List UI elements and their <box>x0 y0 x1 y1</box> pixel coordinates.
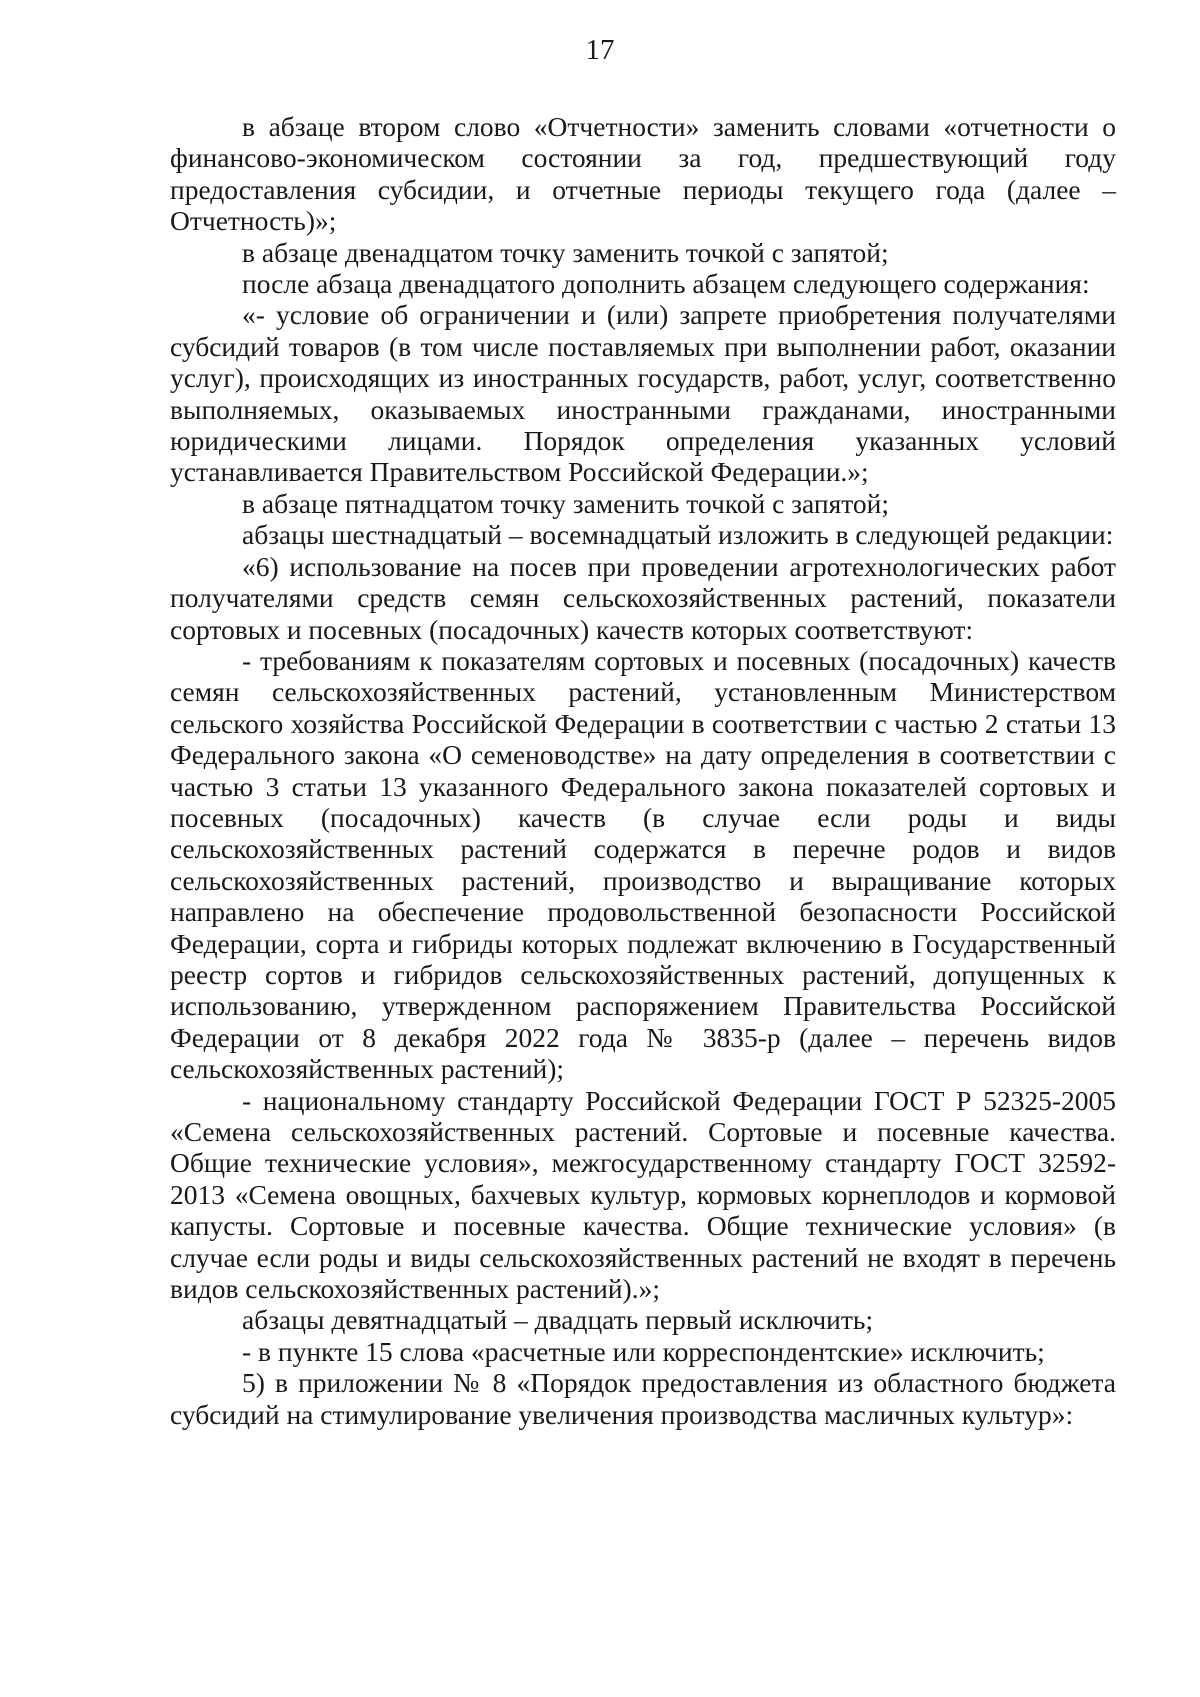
paragraph: в абзаце пятнадцатом точку заменить точкой с запятой; <box>242 487 890 519</box>
paragraph: - национальному стандарту Российской Федерации ГОСТ Р 52325-2005 «Семена сельскохозяйственных растений. Сортовые и посевные качества. Общие технические условия», межгосударственному стандарту ГОСТ 32592-2013 «Семена овощных, бахчевых культур, кормовых корнеплодов и кормовой капусты. Сортовые и посевные качества. Общие технические условия» (в случае если роды и виды сельскохозяйственных растений не входят в перечень видов сельскохозяйственных растений).»; <box>170 1084 1116 1305</box>
page-number: 17 <box>585 34 615 66</box>
document-body <box>170 111 1116 1430</box>
paragraph: абзацы девятнадцатый – двадцать первый исключить; <box>242 1304 874 1336</box>
paragraph: «6) использование на посев при проведении агротехнологических работ получателями средств семян сельскохозяйственных растений, показатели сортовых и посевных (посадочных) качеств которых соответствуют: <box>170 550 1116 645</box>
paragraph: - в пункте 15 слова «расчетные или корреспондентские» исключить; <box>242 1335 1045 1367</box>
paragraph: после абзаца двенадцатого дополнить абзацем следующего содержания: <box>242 268 1090 300</box>
paragraph: в абзаце втором слово «Отчетности» заменить словами «отчетности о финансово-экономическом состоянии за год, предшествующий году предоставления субсидии, и отчетные периоды текущего года (далее – Отчетность)»; <box>170 111 1116 237</box>
paragraph: 5) в приложении № 8 «Порядок предоставления из областного бюджета субсидий на стимулирование увеличения производства масличных культур»: <box>170 1367 1116 1430</box>
paragraph: в абзаце двенадцатом точку заменить точкой с запятой; <box>242 236 889 268</box>
paragraph: абзацы шестнадцатый – восемнадцатый изложить в следующей редакции: <box>242 519 1114 551</box>
paragraph: «- условие об ограничении и (или) запрете приобретения получателями субсидий товаров (в том числе поставляемых при выполнении работ, оказании услуг), происходящих из иностранных государств, работ, услуг, соответственно выполняемых, оказываемых иностранными гражданами, иностранными юридическими лицами. Порядок определения указанных условий устанавливается Правительством Российской Федерации.»; <box>170 299 1116 488</box>
paragraph: - требованиям к показателям сортовых и посевных (посадочных) качеств семян сельскохозяйственных растений, установленным Министерством сельского хозяйства Российской Федерации в соответствии с частью 2 статьи 13 Федерального закона «О семеноводстве» на дату определения в соответствии с частью 3 статьи 13 указанного Федерального закона показателей сортовых и посевных (посадочных) качеств (в случае если роды и виды сельскохозяйственных растений содержатся в перечне родов и видов сельскохозяйственных растений, производство и выращивание которых направлено на обеспечение продовольственной безопасности Российской Федерации, сорта и гибриды которых подлежат включению в Государственный реестр сортов и гибридов сельскохозяйственных растений, допущенных к использованию, утвержденном распоряжением Правительства Российской Федерации от 8 декабря 2022 года № 3835-р (далее – перечень видов сельскохозяйственных растений); <box>170 644 1116 1085</box>
